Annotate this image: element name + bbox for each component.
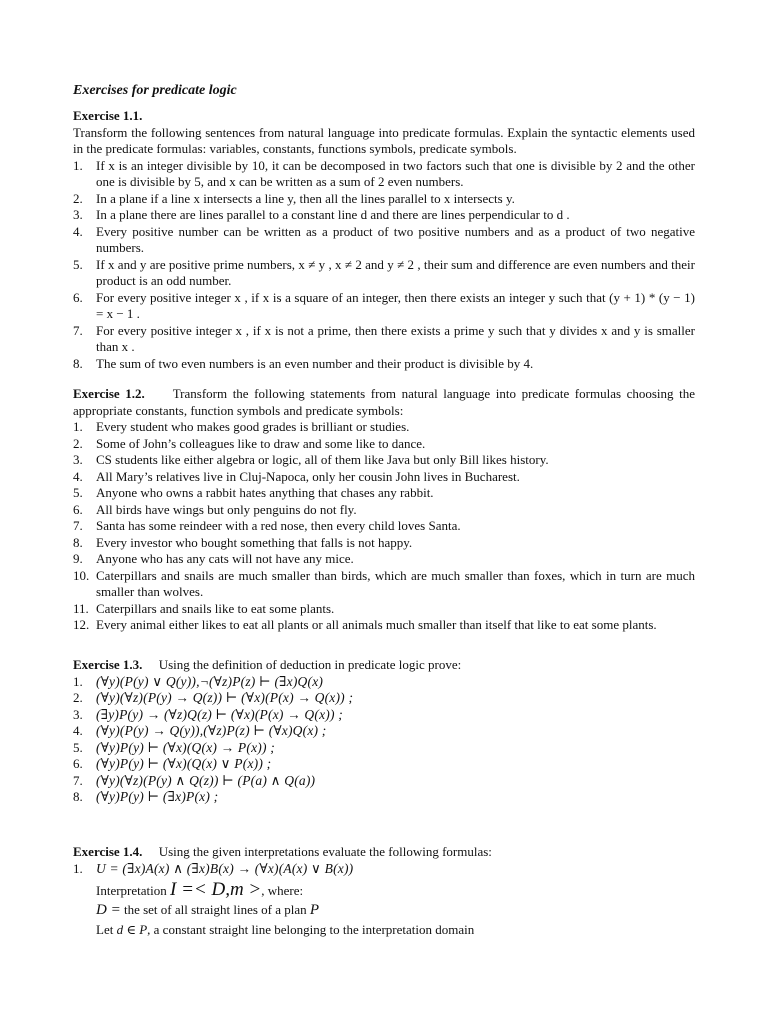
list-item [73,290,695,323]
interpretation-suffix: , where: [261,883,304,898]
list-item [73,617,695,634]
list-item [73,485,695,502]
list-item [73,257,695,290]
item-number: 4. [73,223,83,239]
item-text: Every student who makes good grades is brilliant or studies. [96,419,410,434]
item-number: 7. [73,322,83,338]
interpretation-line [96,880,696,900]
list-item [73,568,695,601]
item-text: Anyone who has any cats will not have any mice. [96,551,354,566]
item-text: CS students like either algebra or logic, all of them like Java but only Bill likes history. [96,452,549,467]
exercise-items [73,419,695,634]
list-item [73,690,695,707]
exercise-header [73,657,695,674]
exercise-intro: Transform the following statements from natural language into predicate formulas choosing the appropriate constants, function symbols and predicate symbols: [73,386,696,418]
list-item [73,861,695,878]
item-number: 12. [73,617,90,632]
exercise-intro: Using the given interpretations evaluate the following formulas: [158,844,492,859]
item-number: 4. [73,723,83,738]
item-text: Every investor who bought something that falls is not happy. [96,534,413,550]
exercise-1-4 [73,844,695,877]
document-title: Exercises for predicate logic [73,83,237,98]
list-item [73,756,695,773]
item-text: For every positive integer x , if x is not a prime, then there exists a prime y such that y divides x and y is smaller than x . [96,322,695,354]
item-formula: U = (∃x)A(x) ∧ (∃x)B(x) → (∀x)(A(x) ∨ B(x)) [96,860,354,876]
interpretation-label: Interpretation [96,883,167,898]
item-number: 1. [73,419,83,434]
exercise-1-2 [73,386,695,634]
list-item [73,191,695,208]
list-item [73,419,695,436]
item-text: Caterpillars and snails are much smaller than birds, which are much smaller than foxes, which in turn are much smaller than wolves. [96,567,695,599]
list-item [73,323,695,356]
item-number: 7. [73,518,83,533]
list-item [73,601,695,618]
let-line [96,920,696,939]
item-number: 4. [73,468,83,484]
item-number: 10. [73,567,90,583]
list-item [73,452,695,469]
item-number: 2. [73,435,83,451]
item-number: 6. [73,501,83,517]
exercise-title: Exercise 1.1. [73,108,143,123]
domain-formula: D = [96,902,121,918]
item-text: The sum of two even numbers is an even number and their product is divisible by 4. [96,355,534,371]
domain-text: the set of all straight lines of a plan [123,902,307,917]
item-number: 1. [73,673,83,689]
item-text: In a plane there are lines parallel to a constant line d and there are lines perpendicular to d . [96,207,570,222]
let-suffix: , a constant straight line belonging to the interpretation domain [147,922,475,937]
let-text: Let [96,922,114,937]
exercise-title: Exercise 1.3. [73,657,143,672]
exercise-title: Exercise 1.2. [73,386,145,401]
item-text: All birds have wings but only penguins do not fly. [96,501,357,517]
item-number: 6. [73,289,83,305]
item-formula: (∃y)P(y) → (∀z)Q(z) ⊢ (∀x)(P(x) → Q(x)) ; [96,706,343,722]
let-formula: d ∈ P [116,922,148,937]
item-text: Every animal either likes to eat all plants or all animals much smaller than itself that like to eat some plants. [96,617,657,632]
item-number: 2. [73,690,83,705]
list-item [73,535,695,552]
list-item [73,502,695,519]
item-number: 1. [73,860,83,876]
list-item [73,707,695,724]
list-item [73,740,695,757]
interpretation-block [96,880,696,939]
exercise-intro: Using the definition of deduction in predicate logic prove: [158,657,462,672]
item-number: 5. [73,485,83,500]
item-number: 9. [73,551,83,566]
item-formula: (∀y)P(y) ⊢ (∀x)(Q(x) → P(x)) ; [96,739,275,755]
domain-line [96,900,696,920]
list-item [73,723,695,740]
exercise-items [73,158,695,373]
item-number: 2. [73,190,83,206]
exercise-title: Exercise 1.4. [73,844,143,859]
item-text: If x is an integer divisible by 10, it can be decomposed in two factors such that one is divisible by 2 and the other one is divisible by 5, and x can be written as a sum of 2 even numbers. [96,157,695,189]
item-number: 5. [73,256,83,272]
list-item [73,789,695,806]
exercise-header [73,386,695,419]
list-item [73,469,695,486]
list-item [73,436,695,453]
item-text: Some of John’s colleagues like to draw and some like to dance. [96,435,426,451]
list-item [73,224,695,257]
item-formula: (∀y)(∀z)(P(y) → Q(z)) ⊢ (∀x)(P(x) → Q(x)) ; [96,690,354,705]
item-text: In a plane if a line x intersects a line y, then all the lines parallel to x intersects y. [96,190,515,206]
item-number: 7. [73,772,83,788]
item-formula: (∀y)(∀z)(P(y) ∧ Q(z)) ⊢ (P(a) ∧ Q(a)) [96,772,316,788]
item-number: 11. [73,600,89,616]
item-text: For every positive integer x , if x is a square of an integer, then there exists an integer y such that (y + 1) * (y − 1) = x − 1 . [96,289,695,321]
exercise-header [73,844,695,861]
list-item [73,158,695,191]
domain-plan: P [309,902,320,918]
list-item [73,773,695,790]
exercise-items [73,861,695,878]
list-item [73,551,695,568]
item-formula: (∀y)P(y) ⊢ (∃x)P(x) ; [96,789,219,804]
list-item [73,674,695,691]
item-text: All Mary’s relatives live in Cluj-Napoca, only her cousin John lives in Bucharest. [96,468,520,484]
exercise-1-1 [73,108,695,372]
item-formula: (∀y)(P(y) → Q(y)),(∀z)P(z) ⊢ (∀x)Q(x) ; [96,723,327,738]
list-item [73,518,695,535]
item-formula: (∀y)(P(y) ∨ Q(y)),¬(∀z)P(z) ⊢ (∃x)Q(x) [96,673,324,689]
item-number: 8. [73,534,83,550]
item-number: 1. [73,157,83,173]
item-number: 5. [73,739,83,755]
item-number: 8. [73,789,83,804]
item-text: If x and y are positive prime numbers, x ≠ y , x ≠ 2 and y ≠ 2 , their sum and difference are even numbers and their product is an odd number. [96,256,695,288]
item-formula: (∀y)P(y) ⊢ (∀x)(Q(x) ∨ P(x)) ; [96,756,272,771]
item-number: 3. [73,452,83,467]
list-item [73,207,695,224]
interpretation-formula: I =< D,m > [170,879,262,900]
exercise-items [73,674,695,806]
item-number: 6. [73,756,83,771]
item-text: Santa has some reindeer with a red nose, then every child loves Santa. [96,518,461,533]
item-text: Anyone who owns a rabbit hates anything that chases any rabbit. [96,485,434,500]
item-text: Every positive number can be written as a product of two positive numbers and as a product of two negative numbers. [96,223,695,255]
exercise-intro: Transform the following sentences from natural language into predicate formulas. Explain the syntactic elements used in the predicate formulas: variables, constants, functions symbols, predicate symbols. [73,124,695,156]
exercise-1-3 [73,657,695,806]
list-item [73,356,695,373]
item-text: Caterpillars and snails like to eat some plants. [96,600,335,616]
item-number: 3. [73,207,83,222]
item-number: 8. [73,355,83,371]
item-number: 3. [73,706,83,722]
